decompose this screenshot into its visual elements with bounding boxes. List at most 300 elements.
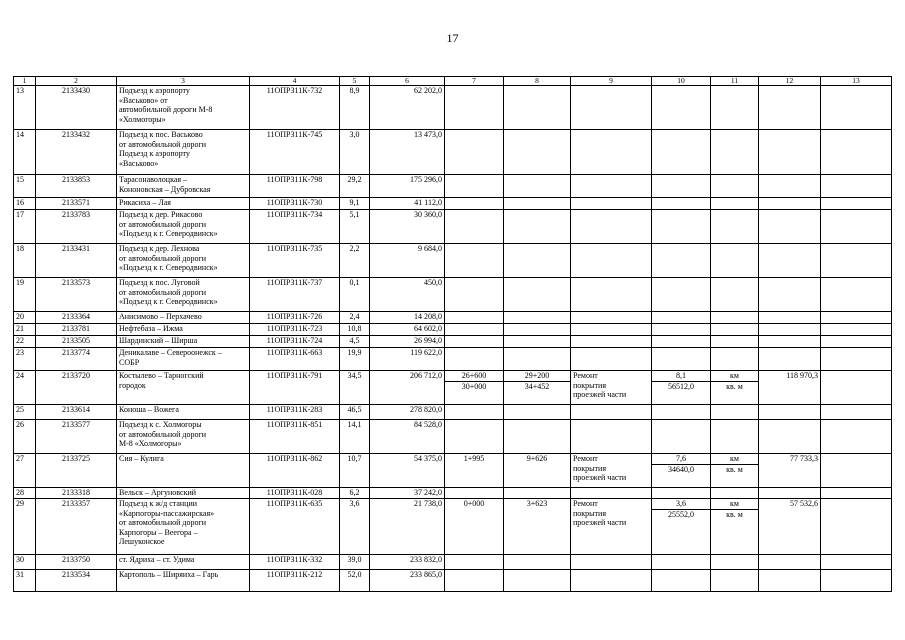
empty-cell bbox=[821, 130, 892, 175]
road-name-cell bbox=[117, 198, 250, 210]
table-row bbox=[14, 175, 892, 198]
road-register-table bbox=[13, 76, 892, 592]
cell-line: покрытия bbox=[573, 508, 606, 518]
empty-cell bbox=[821, 324, 892, 336]
work-type-cell bbox=[571, 312, 652, 324]
column-header-8: 8 bbox=[504, 77, 571, 86]
work-type-cell bbox=[571, 86, 652, 130]
row-number-cell: 27 bbox=[14, 454, 36, 488]
amount-cell: 62 202,0 bbox=[370, 86, 445, 130]
unit-cell bbox=[711, 244, 759, 278]
cell-line: проезжей части bbox=[573, 518, 627, 528]
cell-line: Кононовская – Дубровская bbox=[119, 184, 211, 194]
volume-cell bbox=[652, 454, 711, 488]
unit-cell bbox=[711, 86, 759, 130]
cell-line: Нефтебаза – Ижма bbox=[119, 324, 183, 333]
road-name-cell bbox=[117, 454, 250, 488]
road-id-cell: 11ОПРЗ11К-028 bbox=[250, 488, 340, 499]
road-code-cell: 2133774 bbox=[36, 348, 117, 371]
cell-line: 0+000 bbox=[463, 499, 485, 508]
road-code-cell: 2133853 bbox=[36, 175, 117, 198]
cell-line: Ремонт bbox=[573, 371, 598, 380]
column-header-1: 1 bbox=[14, 77, 36, 86]
work-type-cell bbox=[571, 454, 652, 488]
length-cell: 3,6 bbox=[340, 499, 370, 555]
cell-line: СОБР bbox=[119, 357, 140, 367]
volume-cell bbox=[652, 405, 711, 420]
road-name-cell bbox=[117, 499, 250, 555]
cost-cell bbox=[759, 130, 821, 175]
volume-cell bbox=[652, 488, 711, 499]
cell-line: 34+452 bbox=[504, 381, 570, 392]
volume-cell bbox=[652, 324, 711, 336]
row-number-cell: 24 bbox=[14, 371, 36, 405]
empty-cell bbox=[821, 198, 892, 210]
start-km-cell bbox=[445, 130, 504, 175]
cell-line: Подъезд к пос. Васьково bbox=[119, 130, 203, 139]
amount-cell: 64 602,0 bbox=[370, 324, 445, 336]
length-cell: 19,9 bbox=[340, 348, 370, 371]
volume-cell bbox=[652, 210, 711, 244]
row-number-cell: 28 bbox=[14, 488, 36, 499]
road-name-cell bbox=[117, 312, 250, 324]
cell-line: 9+626 bbox=[526, 454, 548, 463]
cost-cell bbox=[759, 555, 821, 570]
road-name-cell bbox=[117, 420, 250, 454]
column-number-header bbox=[14, 77, 892, 86]
cell-line: Лешуконское bbox=[119, 537, 165, 547]
column-header-10: 10 bbox=[652, 77, 711, 86]
cell-line: 7,6 bbox=[676, 454, 686, 463]
table-row bbox=[14, 244, 892, 278]
road-code-cell: 2133783 bbox=[36, 210, 117, 244]
empty-cell bbox=[821, 499, 892, 555]
road-code-cell: 2133430 bbox=[36, 86, 117, 130]
work-type-cell bbox=[571, 570, 652, 592]
cell-line: 8,1 bbox=[676, 371, 686, 380]
empty-cell bbox=[821, 405, 892, 420]
unit-cell bbox=[711, 570, 759, 592]
cell-line: Подъезд к ж/д станции bbox=[119, 499, 198, 508]
amount-cell: 278 820,0 bbox=[370, 405, 445, 420]
length-cell: 29,2 bbox=[340, 175, 370, 198]
column-header-9: 9 bbox=[571, 77, 652, 86]
road-code-cell: 2133750 bbox=[36, 555, 117, 570]
row-number-cell: 20 bbox=[14, 312, 36, 324]
road-name-cell bbox=[117, 488, 250, 499]
cell-line: Подъезд к дер. Рикасово bbox=[119, 210, 203, 219]
start-km-cell bbox=[445, 405, 504, 420]
road-name-cell bbox=[117, 210, 250, 244]
end-km-cell bbox=[504, 324, 571, 336]
cell-line: Сия – Кулига bbox=[119, 454, 164, 463]
cell-line: 25552,0 bbox=[652, 509, 710, 520]
road-name-cell bbox=[117, 336, 250, 348]
road-name-cell bbox=[117, 405, 250, 420]
end-km-cell bbox=[504, 210, 571, 244]
table-row bbox=[14, 555, 892, 570]
end-km-cell bbox=[504, 570, 571, 592]
start-km-cell bbox=[445, 198, 504, 210]
table-row bbox=[14, 210, 892, 244]
empty-cell bbox=[821, 336, 892, 348]
cell-line: 34640,0 bbox=[652, 464, 710, 475]
length-cell: 6,2 bbox=[340, 488, 370, 499]
empty-cell bbox=[821, 454, 892, 488]
table-row bbox=[14, 130, 892, 175]
length-cell: 8,9 bbox=[340, 86, 370, 130]
end-km-cell bbox=[504, 130, 571, 175]
volume-cell bbox=[652, 555, 711, 570]
cost-cell: 118 970,3 bbox=[759, 371, 821, 405]
road-id-cell: 11ОПРЗ11К-798 bbox=[250, 175, 340, 198]
unit-cell bbox=[711, 499, 759, 555]
cell-line: ст. Ядриха – ст. Удима bbox=[119, 555, 195, 564]
cell-line: «Подъезд к г. Северодвинск» bbox=[119, 229, 218, 239]
table-row bbox=[14, 278, 892, 312]
end-km-cell bbox=[504, 86, 571, 130]
cost-cell bbox=[759, 312, 821, 324]
row-number-cell: 19 bbox=[14, 278, 36, 312]
cell-line: км bbox=[730, 371, 739, 380]
column-header-7: 7 bbox=[445, 77, 504, 86]
cell-line: от автомобильной дороги bbox=[119, 139, 207, 149]
cell-line: км bbox=[730, 454, 739, 463]
start-km-cell bbox=[445, 570, 504, 592]
road-code-cell: 2133781 bbox=[36, 324, 117, 336]
empty-cell bbox=[821, 371, 892, 405]
cell-line: Шардинский – Ширша bbox=[119, 336, 198, 345]
length-cell: 2,4 bbox=[340, 312, 370, 324]
cell-line: 1+995 bbox=[463, 454, 485, 463]
cell-line: Коноша – Вожега bbox=[119, 405, 179, 414]
work-type-cell bbox=[571, 420, 652, 454]
length-cell: 3,0 bbox=[340, 130, 370, 175]
road-id-cell: 11ОПРЗ11К-635 bbox=[250, 499, 340, 555]
unit-cell bbox=[711, 348, 759, 371]
end-km-cell bbox=[504, 175, 571, 198]
cell-line: кв. м bbox=[711, 464, 758, 475]
column-header-6: 6 bbox=[370, 77, 445, 86]
amount-cell: 26 994,0 bbox=[370, 336, 445, 348]
road-name-cell bbox=[117, 348, 250, 371]
row-number-cell: 16 bbox=[14, 198, 36, 210]
end-km-cell bbox=[504, 312, 571, 324]
cell-line: от автомобильной дороги bbox=[119, 253, 207, 263]
start-km-cell bbox=[445, 336, 504, 348]
amount-cell: 233 865,0 bbox=[370, 570, 445, 592]
start-km-cell bbox=[445, 348, 504, 371]
cell-line: проезжей части bbox=[573, 473, 627, 483]
empty-cell bbox=[821, 278, 892, 312]
cell-line: «Подъезд к г. Северодвинск» bbox=[119, 297, 218, 307]
work-type-cell bbox=[571, 555, 652, 570]
table-row bbox=[14, 336, 892, 348]
road-name-cell bbox=[117, 175, 250, 198]
road-name-cell bbox=[117, 86, 250, 130]
end-km-cell bbox=[504, 555, 571, 570]
end-km-cell bbox=[504, 348, 571, 371]
amount-cell: 14 208,0 bbox=[370, 312, 445, 324]
cell-line: 56512,0 bbox=[652, 381, 710, 392]
cell-line: Карпогоры – Веегора – bbox=[119, 527, 198, 537]
road-code-cell: 2133505 bbox=[36, 336, 117, 348]
length-cell: 4,5 bbox=[340, 336, 370, 348]
work-type-cell bbox=[571, 336, 652, 348]
row-number-cell: 23 bbox=[14, 348, 36, 371]
cost-cell bbox=[759, 420, 821, 454]
volume-cell bbox=[652, 371, 711, 405]
amount-cell: 30 360,0 bbox=[370, 210, 445, 244]
table-row bbox=[14, 405, 892, 420]
cell-line: Анисимово – Перхачево bbox=[119, 312, 202, 321]
empty-cell bbox=[821, 348, 892, 371]
road-code-cell: 2133431 bbox=[36, 244, 117, 278]
table-row bbox=[14, 420, 892, 454]
volume-cell bbox=[652, 420, 711, 454]
start-km-cell bbox=[445, 86, 504, 130]
end-km-cell bbox=[504, 371, 571, 405]
column-header-11: 11 bbox=[711, 77, 759, 86]
amount-cell: 37 242,0 bbox=[370, 488, 445, 499]
cell-line: Подъезд к дер. Лехнова bbox=[119, 244, 200, 253]
unit-cell bbox=[711, 555, 759, 570]
cell-line: 30+000 bbox=[445, 381, 503, 392]
cost-cell: 77 733,3 bbox=[759, 454, 821, 488]
road-code-cell: 2133357 bbox=[36, 499, 117, 555]
start-km-cell bbox=[445, 371, 504, 405]
end-km-cell bbox=[504, 244, 571, 278]
unit-cell bbox=[711, 371, 759, 405]
work-type-cell bbox=[571, 324, 652, 336]
cell-line: Картополь – Ширяиха – Гарь bbox=[119, 570, 219, 579]
start-km-cell bbox=[445, 499, 504, 555]
road-id-cell: 11ОПРЗ11К-724 bbox=[250, 336, 340, 348]
volume-cell bbox=[652, 570, 711, 592]
cost-cell bbox=[759, 86, 821, 130]
table-row bbox=[14, 499, 892, 555]
amount-cell: 175 296,0 bbox=[370, 175, 445, 198]
road-code-cell: 2133725 bbox=[36, 454, 117, 488]
unit-cell bbox=[711, 324, 759, 336]
amount-cell: 9 684,0 bbox=[370, 244, 445, 278]
length-cell: 10,7 bbox=[340, 454, 370, 488]
unit-cell bbox=[711, 198, 759, 210]
cell-line: Подъезд к аэропорту bbox=[119, 86, 190, 95]
road-name-cell bbox=[117, 555, 250, 570]
cell-line: от автомобильной дороги bbox=[119, 219, 207, 229]
road-id-cell: 11ОПРЗ11К-735 bbox=[250, 244, 340, 278]
amount-cell: 84 528,0 bbox=[370, 420, 445, 454]
volume-cell bbox=[652, 175, 711, 198]
cell-line: кв. м bbox=[711, 509, 758, 520]
end-km-cell bbox=[504, 420, 571, 454]
cell-line: 26+600 bbox=[461, 371, 487, 380]
cell-line: Ремонт bbox=[573, 454, 598, 463]
cell-line: автомобильной дороги М-8 bbox=[119, 105, 213, 115]
cost-cell bbox=[759, 324, 821, 336]
road-code-cell: 2133573 bbox=[36, 278, 117, 312]
empty-cell bbox=[821, 210, 892, 244]
length-cell: 34,5 bbox=[340, 371, 370, 405]
amount-cell: 54 375,0 bbox=[370, 454, 445, 488]
work-type-cell bbox=[571, 130, 652, 175]
work-type-cell bbox=[571, 348, 652, 371]
cost-cell bbox=[759, 198, 821, 210]
cell-line: Ремонт bbox=[573, 499, 598, 508]
empty-cell bbox=[821, 312, 892, 324]
unit-cell bbox=[711, 454, 759, 488]
cell-line: «Подъезд к г. Северодвинск» bbox=[119, 263, 218, 273]
work-type-cell bbox=[571, 499, 652, 555]
road-id-cell: 11ОПРЗ11К-730 bbox=[250, 198, 340, 210]
end-km-cell bbox=[504, 488, 571, 499]
empty-cell bbox=[821, 420, 892, 454]
empty-cell bbox=[821, 86, 892, 130]
end-km-cell bbox=[504, 454, 571, 488]
end-km-cell bbox=[504, 198, 571, 210]
empty-cell bbox=[821, 175, 892, 198]
start-km-cell bbox=[445, 555, 504, 570]
cell-line: Подъезд к пос. Луговой bbox=[119, 278, 200, 287]
row-number-cell: 31 bbox=[14, 570, 36, 592]
cost-cell bbox=[759, 210, 821, 244]
cell-line: Деникалаве – Североонежск – bbox=[119, 348, 222, 357]
length-cell: 10,8 bbox=[340, 324, 370, 336]
cell-line: Тарасонаволоцкая – bbox=[119, 175, 188, 184]
row-number-cell: 18 bbox=[14, 244, 36, 278]
length-cell: 46,5 bbox=[340, 405, 370, 420]
length-cell: 2,2 bbox=[340, 244, 370, 278]
start-km-cell bbox=[445, 488, 504, 499]
unit-cell bbox=[711, 336, 759, 348]
cell-line: 3,6 bbox=[676, 499, 686, 508]
volume-cell bbox=[652, 499, 711, 555]
road-id-cell: 11ОПРЗ11К-212 bbox=[250, 570, 340, 592]
road-id-cell: 11ОПРЗ11К-734 bbox=[250, 210, 340, 244]
empty-cell bbox=[821, 570, 892, 592]
length-cell: 14,1 bbox=[340, 420, 370, 454]
cost-cell bbox=[759, 348, 821, 371]
column-header-13: 13 bbox=[821, 77, 892, 86]
work-type-cell bbox=[571, 175, 652, 198]
unit-cell bbox=[711, 130, 759, 175]
table-row bbox=[14, 86, 892, 130]
cell-line: Костылево – Тарногский bbox=[119, 371, 204, 380]
amount-cell: 41 112,0 bbox=[370, 198, 445, 210]
cell-line: покрытия bbox=[573, 463, 606, 473]
row-number-cell: 29 bbox=[14, 499, 36, 555]
table-row bbox=[14, 570, 892, 592]
unit-cell bbox=[711, 278, 759, 312]
start-km-cell bbox=[445, 324, 504, 336]
work-type-cell bbox=[571, 488, 652, 499]
cell-line: кв. м bbox=[711, 381, 758, 392]
end-km-cell bbox=[504, 336, 571, 348]
cell-line: Подъезд к аэропорту bbox=[119, 149, 190, 159]
cell-line: от автомобильной дороги bbox=[119, 429, 207, 439]
road-id-cell: 11ОПРЗ11К-283 bbox=[250, 405, 340, 420]
road-name-cell bbox=[117, 278, 250, 312]
work-type-cell bbox=[571, 210, 652, 244]
cell-line: от автомобильной дороги bbox=[119, 287, 207, 297]
column-header-2: 2 bbox=[36, 77, 117, 86]
road-id-cell: 11ОПРЗ11К-745 bbox=[250, 130, 340, 175]
start-km-cell bbox=[445, 244, 504, 278]
table-row bbox=[14, 198, 892, 210]
cost-cell bbox=[759, 405, 821, 420]
road-id-cell: 11ОПРЗ11К-791 bbox=[250, 371, 340, 405]
cell-line: 3+623 bbox=[526, 499, 548, 508]
cell-line: «Васьково» от bbox=[119, 95, 168, 105]
page-number: 17 bbox=[446, 31, 459, 45]
cell-line: проезжей части bbox=[573, 390, 627, 400]
unit-cell bbox=[711, 405, 759, 420]
work-type-cell bbox=[571, 244, 652, 278]
end-km-cell bbox=[504, 405, 571, 420]
row-number-cell: 13 bbox=[14, 86, 36, 130]
table-row bbox=[14, 488, 892, 499]
work-type-cell bbox=[571, 278, 652, 312]
start-km-cell bbox=[445, 210, 504, 244]
row-number-cell: 15 bbox=[14, 175, 36, 198]
empty-cell bbox=[821, 244, 892, 278]
cost-cell: 57 532,6 bbox=[759, 499, 821, 555]
start-km-cell bbox=[445, 420, 504, 454]
volume-cell bbox=[652, 348, 711, 371]
table-row bbox=[14, 324, 892, 336]
road-name-cell bbox=[117, 324, 250, 336]
road-name-cell bbox=[117, 244, 250, 278]
road-code-cell: 2133318 bbox=[36, 488, 117, 499]
end-km-cell bbox=[504, 499, 571, 555]
length-cell: 9,1 bbox=[340, 198, 370, 210]
road-name-cell bbox=[117, 570, 250, 592]
unit-cell bbox=[711, 488, 759, 499]
cell-line: от автомобильной дороги bbox=[119, 518, 207, 528]
road-id-cell: 11ОПРЗ11К-732 bbox=[250, 86, 340, 130]
cell-line: Подъезд к с. Холмогоры bbox=[119, 420, 202, 429]
cell-line: Вельск – Аргуновский bbox=[119, 488, 197, 497]
start-km-cell bbox=[445, 278, 504, 312]
volume-cell bbox=[652, 244, 711, 278]
cell-line: покрытия bbox=[573, 380, 606, 390]
volume-cell bbox=[652, 312, 711, 324]
volume-cell bbox=[652, 198, 711, 210]
road-code-cell: 2133571 bbox=[36, 198, 117, 210]
road-id-cell: 11ОПРЗ11К-851 bbox=[250, 420, 340, 454]
row-number-cell: 14 bbox=[14, 130, 36, 175]
table-row bbox=[14, 348, 892, 371]
column-header-3: 3 bbox=[117, 77, 250, 86]
start-km-cell bbox=[445, 454, 504, 488]
unit-cell bbox=[711, 210, 759, 244]
cost-cell bbox=[759, 244, 821, 278]
table-row bbox=[14, 371, 892, 405]
start-km-cell bbox=[445, 175, 504, 198]
cost-cell bbox=[759, 488, 821, 499]
unit-cell bbox=[711, 312, 759, 324]
length-cell: 39,0 bbox=[340, 555, 370, 570]
row-number-cell: 21 bbox=[14, 324, 36, 336]
cell-line: городок bbox=[119, 380, 146, 390]
road-code-cell: 2133432 bbox=[36, 130, 117, 175]
length-cell: 52,0 bbox=[340, 570, 370, 592]
row-number-cell: 17 bbox=[14, 210, 36, 244]
road-code-cell: 2133720 bbox=[36, 371, 117, 405]
column-header-4: 4 bbox=[250, 77, 340, 86]
cell-line: Рикасиха – Лая bbox=[119, 198, 171, 207]
